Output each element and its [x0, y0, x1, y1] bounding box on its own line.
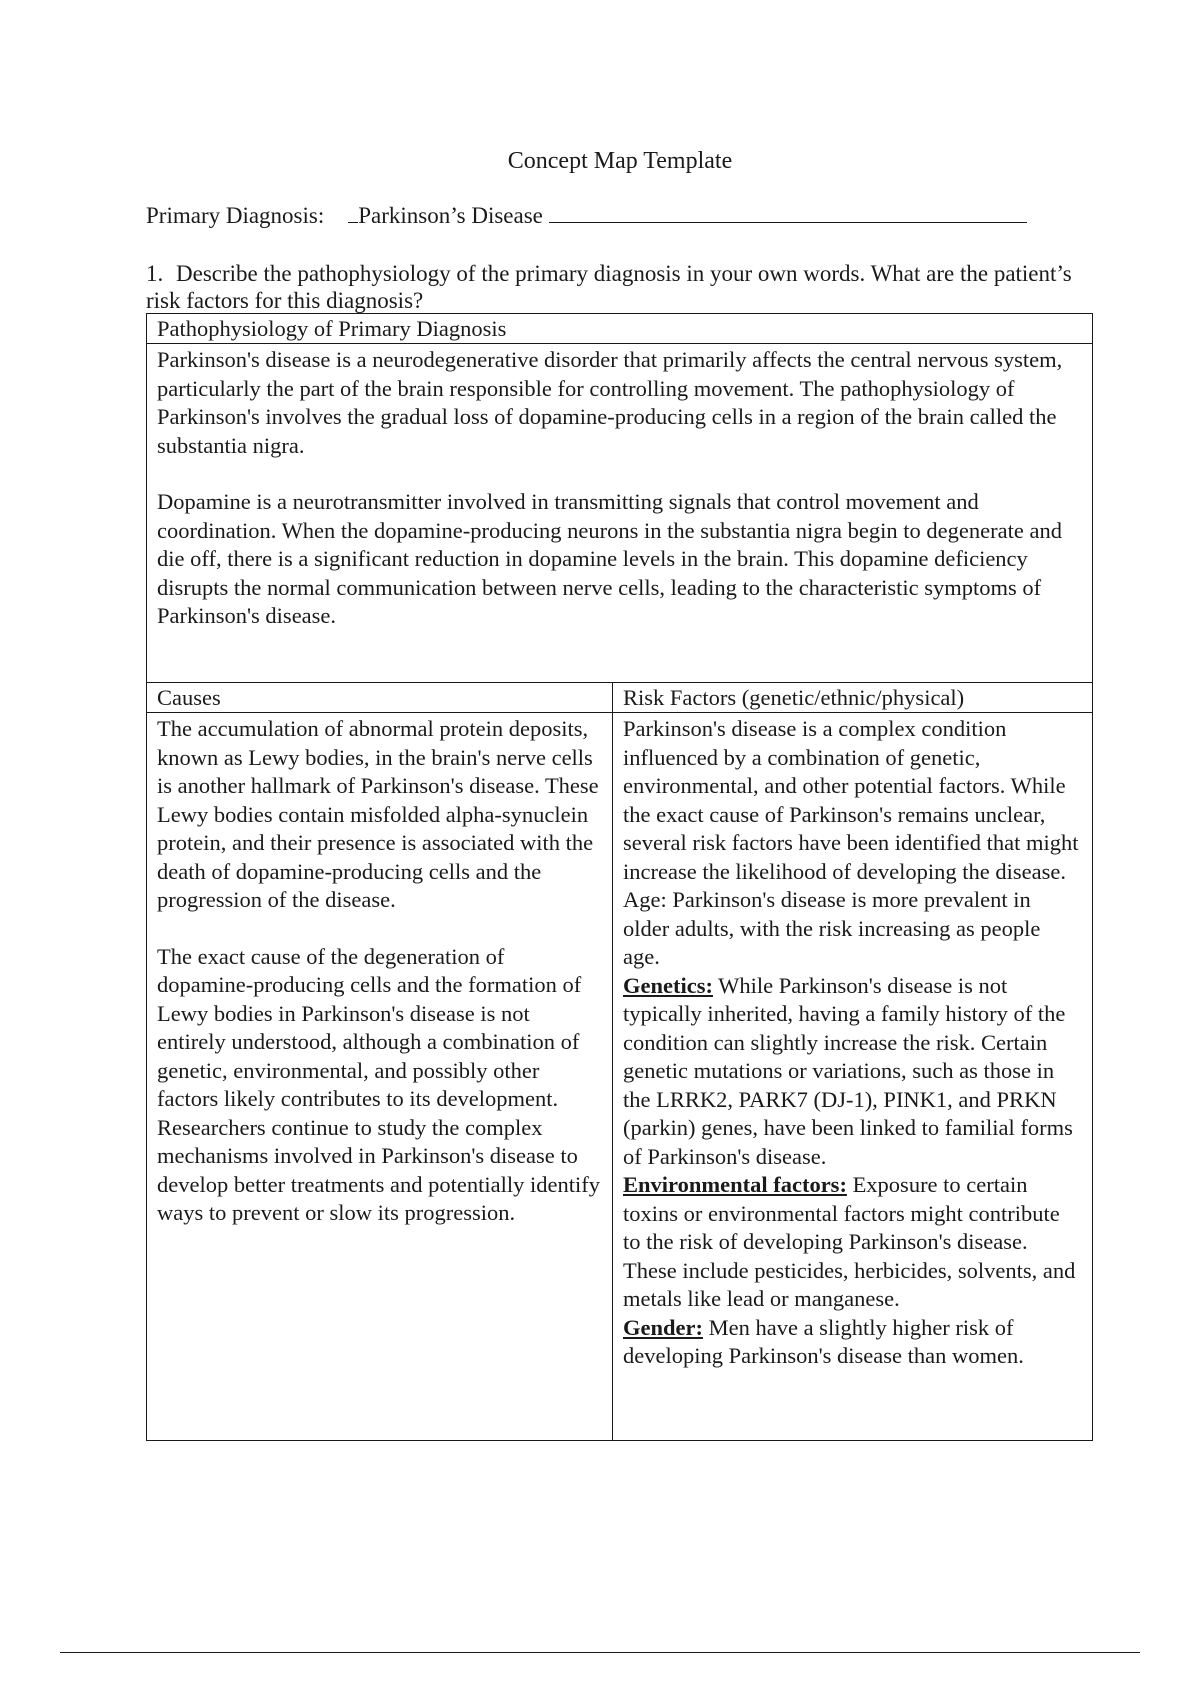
genetics-label: Genetics: — [623, 972, 713, 998]
pathophysiology-paragraph: Dopamine is a neurotransmitter involved in transmitting signals that control movement and coordination. When the dopamine-producing neurons in the substantia nigra begin to degenerate and die off, there is a significant reduction in dopamine levels in the brain. This dopamine deficiency disrupts the normal communication between nerve cells, leading to the characteristic symptoms of Parkinson's disease. — [157, 489, 1062, 628]
footer-rule — [60, 1652, 1140, 1653]
causes-risk-body-row — [147, 713, 1093, 1441]
pathophysiology-body-row — [147, 344, 1093, 683]
genetics-text: While Parkinson's disease is not typically inherited, having a family history of the condition can slightly increase the risk. Certain genetic mutations or variations, such as those in the LRRK2, PARK7 (DJ-1), PINK1, and PRKN (parkin) genes, have been linked to familial forms of Parkinson's disease. — [623, 972, 1073, 1169]
environmental-label: Environmental factors: — [623, 1172, 847, 1197]
risk-factor-environmental — [623, 1171, 1082, 1314]
question-number: 1. — [146, 261, 164, 286]
pathophysiology-header: Pathophysiology of Primary Diagnosis — [147, 314, 1093, 344]
risk-factor-genetics — [623, 972, 1082, 1172]
environmental-text: Exposure to certain toxins or environmental factors might contribute to the risk of developing Parkinson's disease. These include pesticides, herbicides, solvents, and metals like lead or manganese. — [623, 1172, 1076, 1311]
risk-factor-age: Age: Parkinson's disease is more prevalent in older adults, with the risk increasing as people age. — [623, 887, 1041, 969]
causes-paragraph: The exact cause of the degeneration of dopamine-producing cells and the formation of Lewy bodies in Parkinson's disease is not entirely understood, although a combination of genetic, environmental, and possibly other factors likely contributes to its development. Researchers continue to study the complex mechanisms involved in Parkinson's disease to develop better treatments and potentially identify ways to prevent or slow its progression. — [157, 943, 600, 1225]
risk-factor-gender — [623, 1314, 1082, 1371]
pathophysiology-paragraph: Parkinson's disease is a neurodegenerative disorder that primarily affects the central nervous system, particularly the part of the brain responsible for controlling movement. The pathophysiology of Parkinson's involves the gradual loss of dopamine-producing cells in a region of the brain called the substantia nigra. — [157, 347, 1063, 458]
gender-text: Men have a slightly higher risk of developing Parkinson's disease than women. — [623, 1314, 1024, 1368]
risk-factors-header: Risk Factors (genetic/ethnic/physical) — [613, 683, 1093, 713]
risk-factors-body — [613, 713, 1093, 1441]
diagnosis-underline-lead — [348, 202, 358, 223]
question-text: Describe the pathophysiology of the primary diagnosis in your own words. What are the patient’s risk factors for this diagnosis? — [146, 261, 1072, 313]
primary-diagnosis-line — [146, 202, 1027, 230]
causes-body — [147, 713, 613, 1441]
primary-diagnosis-label: Primary Diagnosis: — [146, 203, 325, 228]
question-1 — [146, 260, 1086, 314]
risk-factors-intro: Parkinson's disease is a complex condition influenced by a combination of genetic, environmental, and other potential factors. While the exact cause of Parkinson's remains unclear, several risk factors have been identified that might increase the likelihood of developing the disease. — [623, 716, 1079, 884]
causes-header: Causes — [147, 683, 613, 713]
primary-diagnosis-value: Parkinson’s Disease — [358, 203, 543, 228]
causes-risk-header-row — [147, 683, 1093, 713]
gender-label: Gender: — [623, 1314, 703, 1340]
causes-paragraph: The accumulation of abnormal protein deposits, known as Lewy bodies, in the brain's nerve cells is another hallmark of Parkinson's disease. These Lewy bodies contain misfolded alpha-synuclein protein, and their presence is associated with the death of dopamine-producing cells and the progression of the disease. — [157, 716, 599, 912]
page-title: Concept Map Template — [507, 148, 733, 174]
pathophysiology-header-row — [147, 314, 1093, 344]
concept-map-table — [146, 313, 1093, 1441]
diagnosis-underline — [549, 202, 1027, 223]
pathophysiology-body — [147, 344, 1093, 683]
